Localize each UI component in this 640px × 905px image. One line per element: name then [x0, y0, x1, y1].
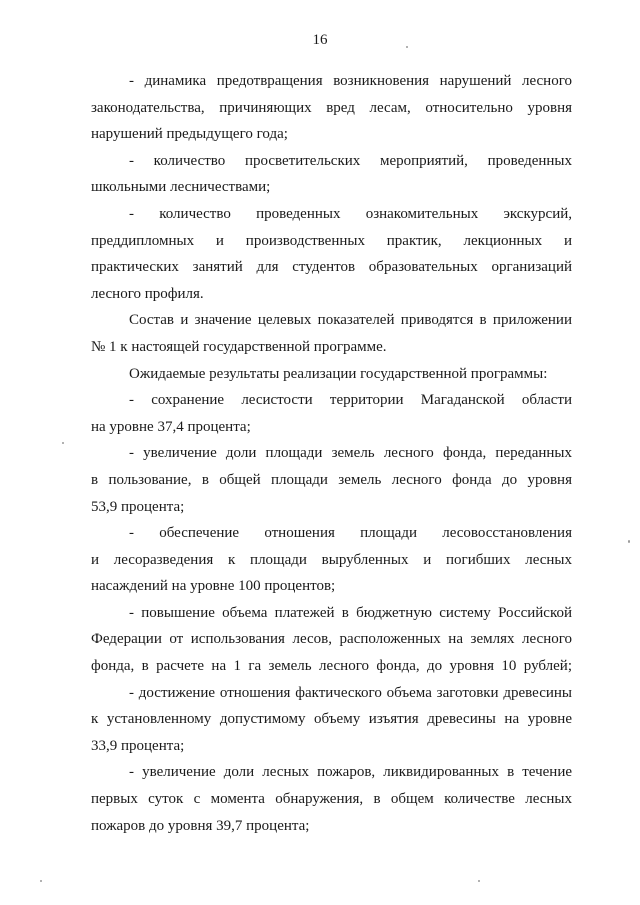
text-line: - повышение объема платежей в бюджетную систему Российской — [129, 604, 572, 621]
text-line: фонда, в расчете на 1 га земель лесного фонда, до уровня 10 рублей; — [91, 658, 572, 675]
text-line: - количество проведенных ознакомительных экскурсий, — [129, 205, 572, 222]
text-line: - достижение отношения фактического объема заготовки древесины — [129, 684, 572, 701]
text-line: - увеличение доли площади земель лесного фонда, переданных — [129, 445, 572, 462]
text-line: - количество просветительских мероприятий, проведенных — [129, 152, 572, 169]
text-line: насаждений на уровне 100 процентов; — [91, 578, 336, 595]
text-line: № 1 к настоящей государственной программе. — [91, 338, 387, 355]
text-line: 33,9 процента; — [91, 737, 185, 754]
page-number: 16 — [312, 32, 328, 48]
scan-speck — [406, 46, 408, 48]
text-line: преддипломных и производственных практик, лекционных и — [91, 232, 572, 249]
body-text — [91, 68, 572, 839]
text-line: законодательства, причиняющих вред лесам, относительно уровня — [91, 99, 572, 116]
text-line: практических занятий для студентов образовательных организаций — [91, 259, 572, 276]
text-line: - увеличение доли лесных пожаров, ликвидированных в течение — [129, 764, 572, 781]
text-line: Состав и значение целевых показателей приводятся в приложении — [129, 312, 572, 329]
text-line: - обеспечение отношения площади лесовосстановления — [129, 525, 572, 542]
text-line: нарушений предыдущего года; — [91, 126, 288, 143]
text-line: и лесоразведения к площади вырубленных и погибших лесных — [91, 551, 572, 568]
text-line: в пользование, в общей площади земель лесного фонда до уровня — [91, 471, 572, 488]
scan-speck — [478, 880, 480, 882]
text-line: 53,9 процента; — [91, 498, 185, 515]
text-line: пожаров до уровня 39,7 процента; — [91, 817, 310, 834]
text-line: - сохранение лесистости территории Магаданской области — [129, 392, 572, 409]
text-line: к установленному допустимому объему изъятия древесины на уровне — [91, 711, 572, 728]
text-line: первых суток с момента обнаружения, в общем количестве лесных — [91, 791, 572, 808]
text-line: - динамика предотвращения возникновения нарушений лесного — [129, 73, 572, 89]
text-line: на уровне 37,4 процента; — [91, 418, 251, 435]
scan-speck — [62, 442, 64, 444]
scan-speck — [628, 540, 630, 543]
text-line: Федерации от использования лесов, расположенных на землях лесного — [91, 631, 572, 648]
text-line: Ожидаемые результаты реализации государственной программы: — [129, 365, 548, 382]
scan-speck — [40, 880, 42, 882]
text-line: лесного профиля. — [91, 285, 204, 302]
text-line: школьными лесничествами; — [91, 179, 271, 196]
